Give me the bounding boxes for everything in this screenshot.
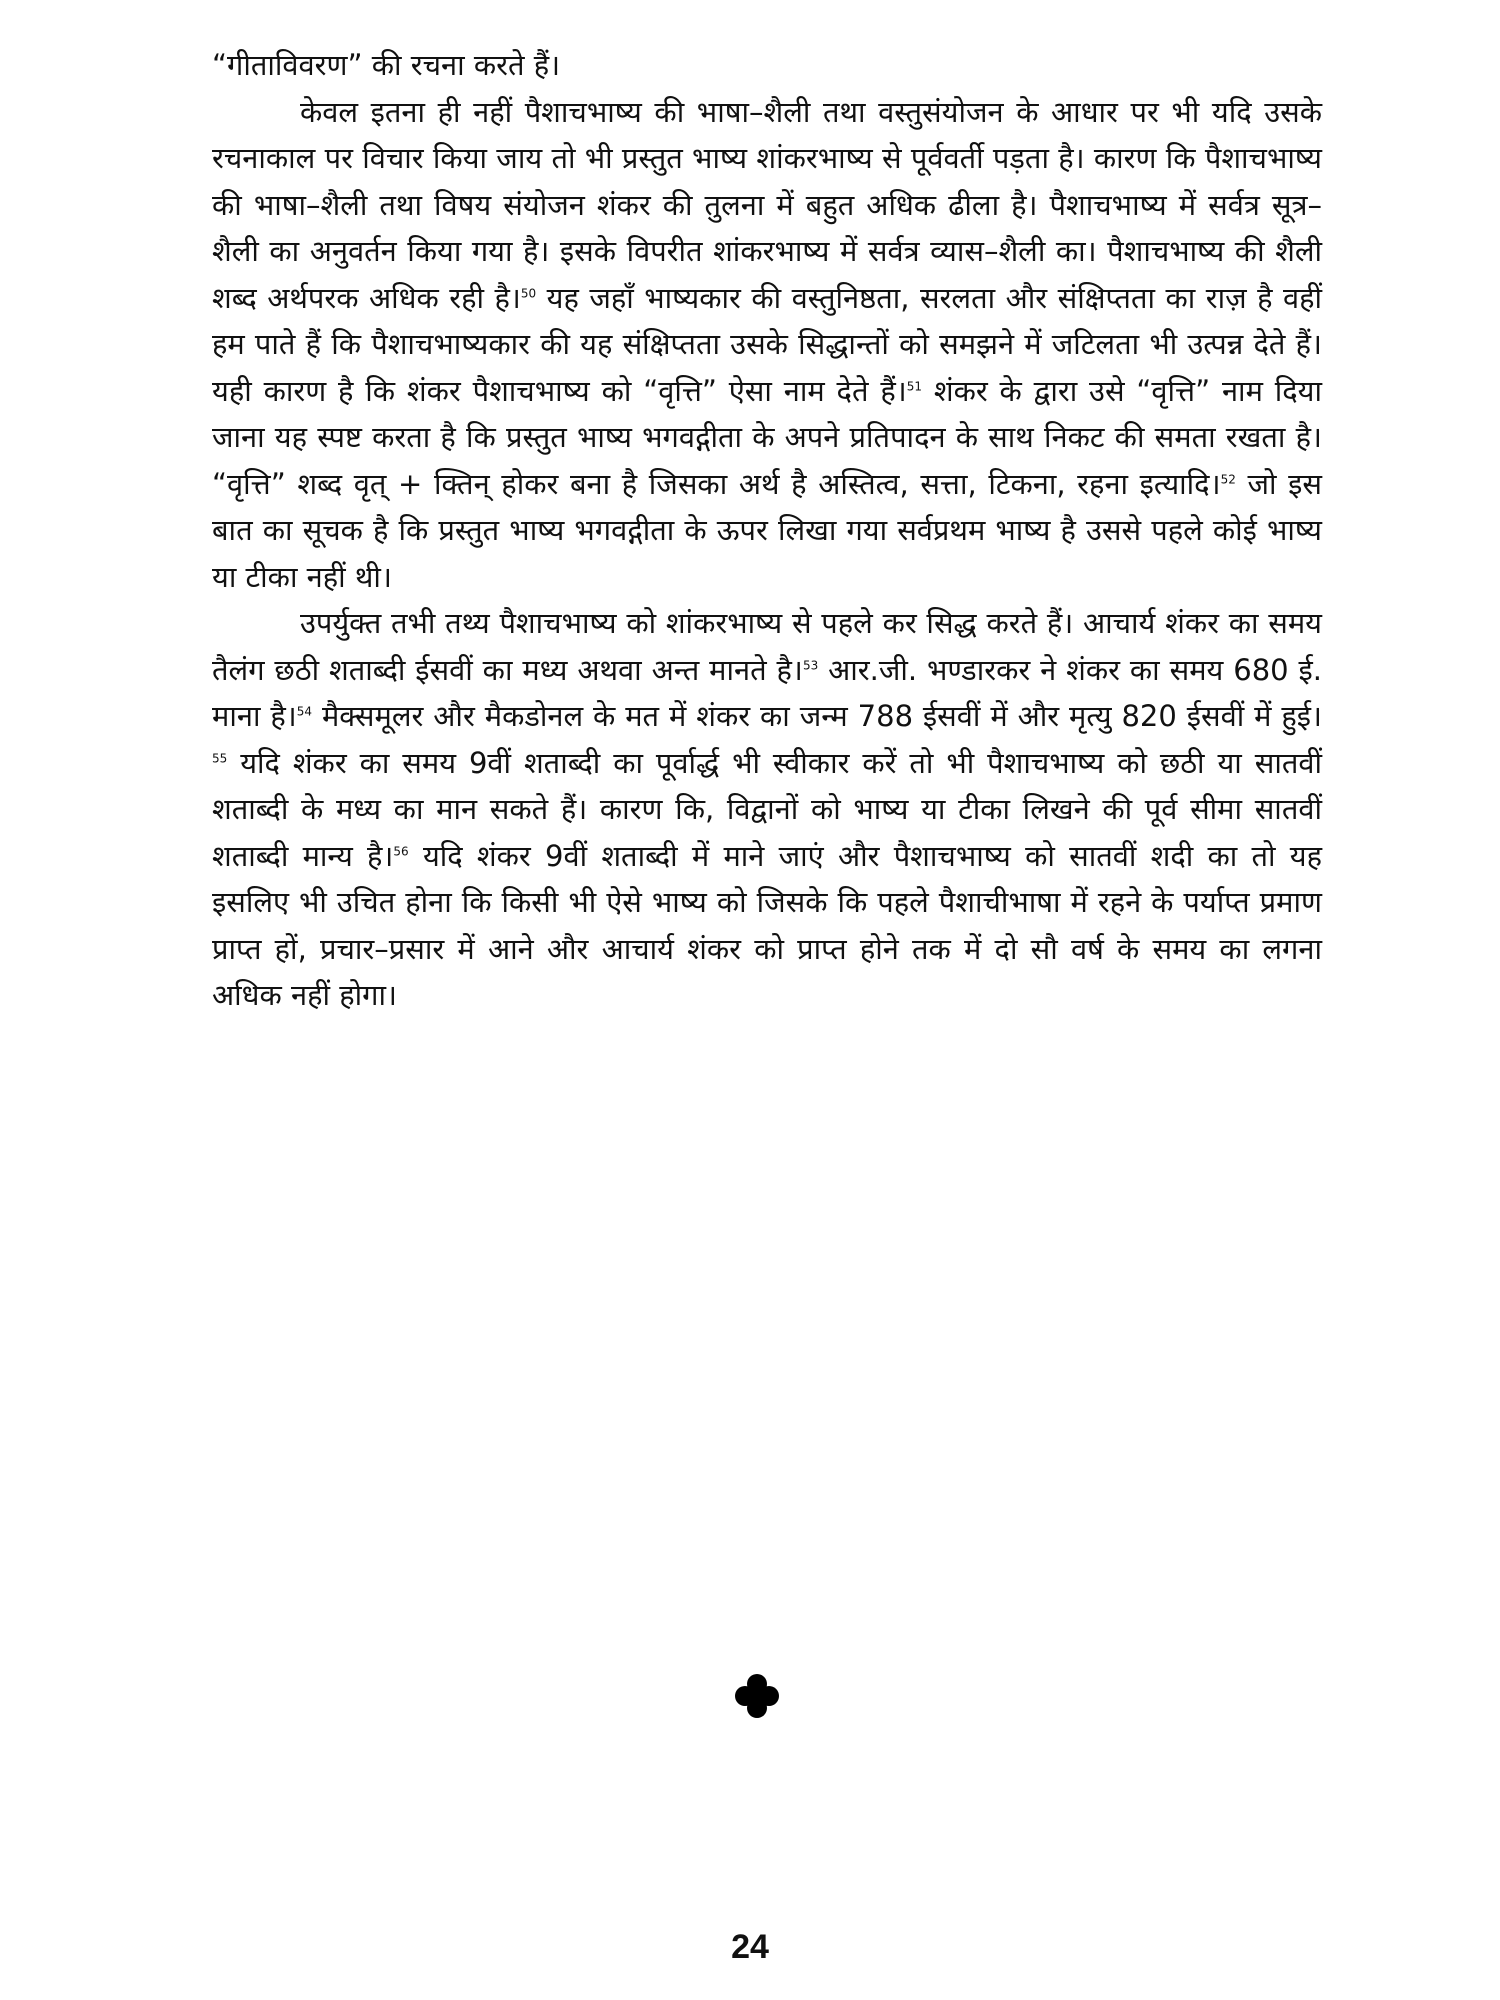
page-number: 24	[731, 1928, 769, 1966]
paragraph-2-sentence: यह जहाँ भाष्यकार की वस्तुनिष्ठता, सरलता और संक्षिप्तता का राज़ है वहीं हम पाते हैं कि पैशाचभाष्यकार की यह संक्षिप्तता उसके सिद्धान्तों को समझने में जटिलता भी उत्पन्न देते हैं। यही कारण है कि शंकर पैशाचभाष्य को “वृत्ति” ऐसा नाम देते हैं।	[212, 280, 1322, 408]
paragraph-2-sentence: शंकर के द्वारा उसे “वृत्ति” नाम दिया जाना यह स्पष्ट करता है कि प्रस्तुत भाष्य भगवद्गीता के अपने प्रतिपादन के साथ निकट की समता रखता है। “वृत्ति” शब्द वृत् + क्तिन् होकर बना है जिसका अर्थ है अस्तित्व, सत्ता, टिकना, रहना इत्यादि।	[212, 373, 1322, 501]
footnote-ref-56: 56	[393, 843, 409, 858]
paragraph-2	[212, 89, 1322, 601]
club-icon	[733, 1672, 781, 1720]
footnote-ref-53: 53	[802, 657, 819, 672]
paragraph-3	[212, 600, 1322, 1019]
body-text	[212, 42, 1322, 1019]
footnote-ref-54: 54	[296, 704, 313, 719]
paragraph-3-sentence: आर.जी. भण्डारकर ने शंकर का समय 680 ई. माना है।	[212, 652, 1323, 733]
paragraph-3-sentence: मैक्समूलर और मैकडोनल के मत में शंकर का जन्म 788 ईसवीं में और मृत्यु 820 ईसवीं में हुई।	[312, 699, 1322, 733]
footnote-ref-50: 50	[520, 285, 537, 300]
paragraph-1-text: “गीताविवरण” की रचना करते हैं।	[212, 48, 561, 82]
paragraph-2-sentence: जो इस बात का सूचक है कि प्रस्तुत भाष्य भगवद्गीता के ऊपर लिखा गया सर्वप्रथम भाष्य है उससे पहले कोई भाष्य या टीका नहीं थी।	[212, 466, 1322, 594]
paragraph-3-sentence: यदि शंकर का समय 9वीं शताब्दी का पूर्वार्द्ध भी स्वीकार करें तो भी पैशाचभाष्य को छठी या सातवीं शताब्दी के मध्य का मान सकते हैं। कारण कि, विद्वानों को भाष्य या टीका लिखने की पूर्व सीमा सातवीं शताब्दी मान्य है।	[212, 745, 1322, 873]
paragraph-3-sentence: यदि शंकर 9वीं शताब्दी में माने जाएं और पैशाचभाष्य को सातवीं शदी का तो यह इसलिए भी उचित होना कि किसी भी ऐसे भाष्य को जिसके कि पहले पैशाचीभाषा में रहने के पर्याप्त प्रमाण प्राप्त हों, प्रचार–प्रसार में आने और आचार्य शंकर को प्राप्त होने तक में दो सौ वर्ष के समय का लगना अधिक नहीं होगा।	[212, 838, 1322, 1012]
footnote-ref-52: 52	[1220, 471, 1236, 486]
footnote-ref-55: 55	[212, 750, 228, 765]
paragraph-1	[212, 42, 1322, 89]
footnote-ref-51: 51	[906, 378, 922, 393]
paragraph-2-sentence: केवल इतना ही नहीं पैशाचभाष्य की भाषा–शैली तथा वस्तुसंयोजन के आधार पर भी यदि उसके रचनाकाल पर विचार किया जाय तो भी प्रस्तुत भाष्य शांकरभाष्य से पूर्ववर्ती पड़ता है। कारण कि पैशाचभाष्य की भाषा–शैली तथा विषय संयोजन शंकर की तुलना में बहुत अधिक ढीला है। पैशाचभाष्य में सर्वत्र सूत्र–शैली का अनुवर्तन किया गया है। इसके विपरीत शांकरभाष्य में सर्वत्र व्यास–शैली का। पैशाचभाष्य की शैली शब्द अर्थपरक अधिक रही है।	[212, 94, 1322, 315]
paragraph-3-sentence: उपर्युक्त तभी तथ्य पैशाचभाष्य को शांकरभाष्य से पहले कर सिद्ध करते हैं। आचार्य शंकर का समय तैलंग छठी शताब्दी ईसवीं का मध्य अथवा अन्त मानते है।	[212, 606, 1322, 687]
